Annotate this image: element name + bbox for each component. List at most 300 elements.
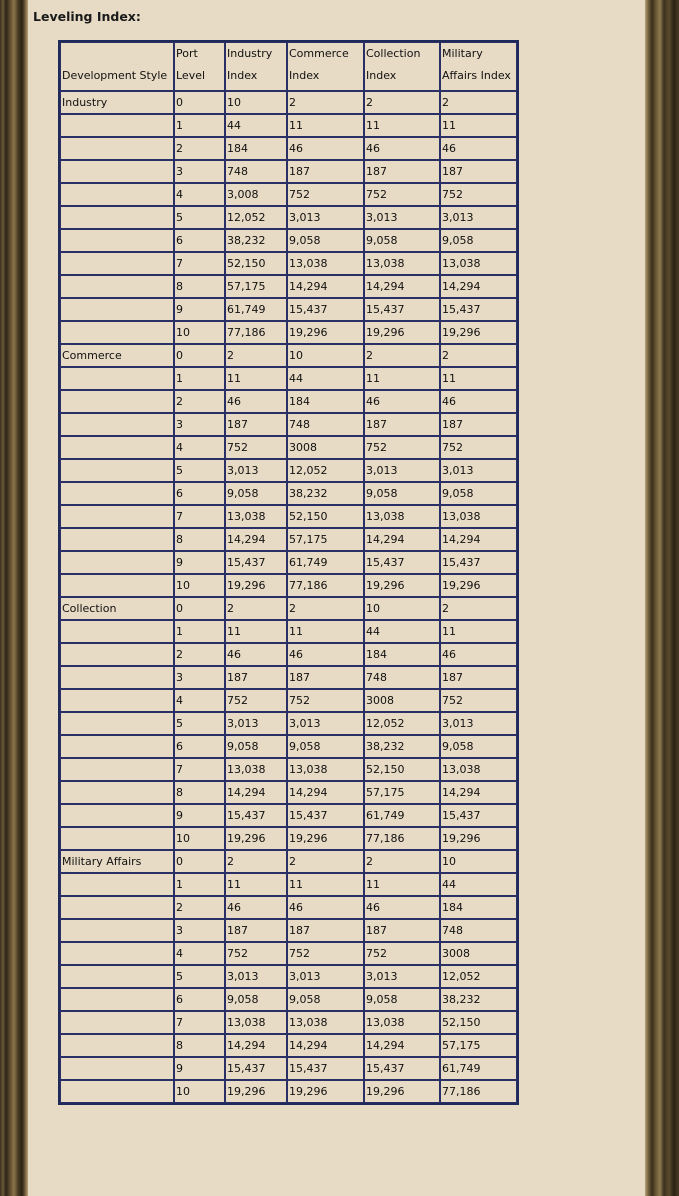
table-row (60, 919, 517, 942)
table-row (60, 1011, 517, 1034)
header-collection-index: Collection Index (364, 42, 440, 91)
cell-collection-index: 2 (364, 344, 440, 367)
cell-commerce-index: 187 (287, 919, 364, 942)
table-row (60, 1034, 517, 1057)
table-row (60, 114, 517, 137)
cell-port-level: 3 (174, 666, 225, 689)
cell-port-level: 0 (174, 850, 225, 873)
cell-industry-index: 9,058 (225, 988, 287, 1011)
section-title: Leveling Index: (33, 9, 141, 24)
cell-military-affairs-index: 3,013 (440, 206, 517, 229)
table-row (60, 666, 517, 689)
cell-port-level: 9 (174, 804, 225, 827)
cell-development-style (60, 666, 174, 689)
cell-military-affairs-index: 46 (440, 643, 517, 666)
cell-industry-index: 2 (225, 850, 287, 873)
cell-development-style: Industry (60, 91, 174, 114)
cell-military-affairs-index: 752 (440, 689, 517, 712)
cell-port-level: 9 (174, 298, 225, 321)
cell-collection-index: 14,294 (364, 275, 440, 298)
left-frame-border (0, 0, 28, 1196)
table-row (60, 413, 517, 436)
cell-industry-index: 9,058 (225, 482, 287, 505)
cell-port-level: 5 (174, 206, 225, 229)
cell-military-affairs-index: 3008 (440, 942, 517, 965)
cell-collection-index: 15,437 (364, 298, 440, 321)
cell-industry-index: 13,038 (225, 758, 287, 781)
cell-development-style (60, 1057, 174, 1080)
cell-collection-index: 13,038 (364, 505, 440, 528)
cell-military-affairs-index: 15,437 (440, 551, 517, 574)
cell-collection-index: 9,058 (364, 229, 440, 252)
cell-military-affairs-index: 11 (440, 114, 517, 137)
table-header-row (60, 42, 517, 91)
cell-development-style (60, 114, 174, 137)
cell-military-affairs-index: 11 (440, 367, 517, 390)
table-row (60, 643, 517, 666)
cell-military-affairs-index: 748 (440, 919, 517, 942)
cell-industry-index: 11 (225, 873, 287, 896)
header-port-level: Port Level (174, 42, 225, 91)
cell-commerce-index: 19,296 (287, 1080, 364, 1103)
cell-commerce-index: 3,013 (287, 712, 364, 735)
table-row (60, 344, 517, 367)
cell-development-style (60, 827, 174, 850)
cell-commerce-index: 9,058 (287, 735, 364, 758)
cell-development-style (60, 505, 174, 528)
cell-port-level: 6 (174, 735, 225, 758)
right-frame-border (645, 0, 679, 1196)
cell-development-style (60, 873, 174, 896)
cell-port-level: 1 (174, 873, 225, 896)
cell-commerce-index: 9,058 (287, 229, 364, 252)
cell-military-affairs-index: 15,437 (440, 298, 517, 321)
cell-development-style (60, 206, 174, 229)
cell-industry-index: 3,013 (225, 965, 287, 988)
cell-military-affairs-index: 14,294 (440, 275, 517, 298)
cell-military-affairs-index: 52,150 (440, 1011, 517, 1034)
cell-collection-index: 77,186 (364, 827, 440, 850)
cell-military-affairs-index: 13,038 (440, 505, 517, 528)
table-row (60, 689, 517, 712)
cell-commerce-index: 10 (287, 344, 364, 367)
cell-commerce-index: 15,437 (287, 1057, 364, 1080)
cell-commerce-index: 3,013 (287, 206, 364, 229)
cell-collection-index: 15,437 (364, 551, 440, 574)
cell-commerce-index: 9,058 (287, 988, 364, 1011)
cell-development-style (60, 620, 174, 643)
cell-military-affairs-index: 57,175 (440, 1034, 517, 1057)
cell-collection-index: 752 (364, 436, 440, 459)
cell-commerce-index: 752 (287, 942, 364, 965)
cell-commerce-index: 38,232 (287, 482, 364, 505)
cell-military-affairs-index: 14,294 (440, 781, 517, 804)
cell-port-level: 10 (174, 574, 225, 597)
cell-military-affairs-index: 752 (440, 436, 517, 459)
cell-port-level: 9 (174, 551, 225, 574)
cell-commerce-index: 13,038 (287, 252, 364, 275)
cell-commerce-index: 46 (287, 643, 364, 666)
table-row (60, 597, 517, 620)
cell-port-level: 5 (174, 459, 225, 482)
cell-port-level: 4 (174, 689, 225, 712)
table-row (60, 1080, 517, 1103)
cell-collection-index: 748 (364, 666, 440, 689)
cell-development-style (60, 1011, 174, 1034)
cell-port-level: 1 (174, 114, 225, 137)
cell-industry-index: 11 (225, 620, 287, 643)
cell-industry-index: 752 (225, 689, 287, 712)
cell-commerce-index: 12,052 (287, 459, 364, 482)
cell-port-level: 4 (174, 436, 225, 459)
cell-port-level: 0 (174, 597, 225, 620)
cell-development-style (60, 804, 174, 827)
cell-port-level: 2 (174, 390, 225, 413)
cell-development-style (60, 298, 174, 321)
cell-industry-index: 752 (225, 436, 287, 459)
cell-port-level: 9 (174, 1057, 225, 1080)
cell-industry-index: 19,296 (225, 827, 287, 850)
cell-collection-index: 9,058 (364, 482, 440, 505)
cell-collection-index: 57,175 (364, 781, 440, 804)
cell-military-affairs-index: 77,186 (440, 1080, 517, 1103)
cell-military-affairs-index: 9,058 (440, 229, 517, 252)
cell-collection-index: 13,038 (364, 252, 440, 275)
cell-port-level: 6 (174, 988, 225, 1011)
cell-industry-index: 57,175 (225, 275, 287, 298)
cell-collection-index: 11 (364, 114, 440, 137)
cell-port-level: 2 (174, 896, 225, 919)
cell-commerce-index: 44 (287, 367, 364, 390)
cell-commerce-index: 184 (287, 390, 364, 413)
cell-development-style (60, 758, 174, 781)
table-row (60, 735, 517, 758)
cell-port-level: 4 (174, 183, 225, 206)
leveling-index-table (58, 40, 519, 1105)
cell-military-affairs-index: 2 (440, 344, 517, 367)
cell-port-level: 2 (174, 643, 225, 666)
header-military-affairs-index: Military Affairs Index (440, 42, 517, 91)
table-row (60, 804, 517, 827)
cell-industry-index: 184 (225, 137, 287, 160)
cell-military-affairs-index: 2 (440, 597, 517, 620)
table-row (60, 551, 517, 574)
cell-collection-index: 2 (364, 91, 440, 114)
cell-industry-index: 13,038 (225, 1011, 287, 1034)
table-row (60, 712, 517, 735)
cell-military-affairs-index: 9,058 (440, 735, 517, 758)
cell-collection-index: 11 (364, 873, 440, 896)
cell-military-affairs-index: 15,437 (440, 804, 517, 827)
cell-commerce-index: 57,175 (287, 528, 364, 551)
cell-commerce-index: 752 (287, 689, 364, 712)
table-row (60, 390, 517, 413)
cell-industry-index: 11 (225, 367, 287, 390)
table-row (60, 896, 517, 919)
table-row (60, 758, 517, 781)
cell-port-level: 6 (174, 482, 225, 505)
cell-port-level: 0 (174, 91, 225, 114)
cell-military-affairs-index: 19,296 (440, 321, 517, 344)
cell-industry-index: 12,052 (225, 206, 287, 229)
cell-industry-index: 752 (225, 942, 287, 965)
cell-development-style (60, 160, 174, 183)
cell-collection-index: 14,294 (364, 1034, 440, 1057)
cell-development-style (60, 735, 174, 758)
table-row (60, 965, 517, 988)
cell-industry-index: 14,294 (225, 1034, 287, 1057)
table-row (60, 252, 517, 275)
cell-development-style (60, 689, 174, 712)
cell-collection-index: 15,437 (364, 1057, 440, 1080)
cell-commerce-index: 13,038 (287, 758, 364, 781)
cell-port-level: 2 (174, 137, 225, 160)
table-row (60, 827, 517, 850)
cell-development-style (60, 321, 174, 344)
cell-development-style (60, 367, 174, 390)
header-commerce-index: Commerce Index (287, 42, 364, 91)
cell-industry-index: 15,437 (225, 804, 287, 827)
cell-collection-index: 19,296 (364, 1080, 440, 1103)
table-row (60, 528, 517, 551)
cell-industry-index: 187 (225, 919, 287, 942)
cell-industry-index: 3,008 (225, 183, 287, 206)
cell-collection-index: 46 (364, 896, 440, 919)
cell-industry-index: 52,150 (225, 252, 287, 275)
cell-port-level: 3 (174, 919, 225, 942)
cell-port-level: 7 (174, 758, 225, 781)
cell-development-style (60, 574, 174, 597)
cell-development-style (60, 137, 174, 160)
cell-industry-index: 38,232 (225, 229, 287, 252)
cell-collection-index: 187 (364, 919, 440, 942)
table-row (60, 160, 517, 183)
header-development-style: Development Style (60, 42, 174, 91)
cell-collection-index: 12,052 (364, 712, 440, 735)
cell-collection-index: 184 (364, 643, 440, 666)
cell-commerce-index: 14,294 (287, 1034, 364, 1057)
cell-port-level: 10 (174, 1080, 225, 1103)
cell-commerce-index: 15,437 (287, 298, 364, 321)
cell-military-affairs-index: 184 (440, 896, 517, 919)
cell-port-level: 8 (174, 1034, 225, 1057)
cell-development-style (60, 229, 174, 252)
cell-military-affairs-index: 13,038 (440, 758, 517, 781)
cell-commerce-index: 14,294 (287, 275, 364, 298)
cell-commerce-index: 2 (287, 597, 364, 620)
cell-industry-index: 44 (225, 114, 287, 137)
cell-commerce-index: 187 (287, 160, 364, 183)
cell-port-level: 1 (174, 620, 225, 643)
cell-development-style: Commerce (60, 344, 174, 367)
cell-port-level: 5 (174, 712, 225, 735)
cell-development-style (60, 459, 174, 482)
cell-collection-index: 752 (364, 183, 440, 206)
cell-industry-index: 187 (225, 666, 287, 689)
cell-industry-index: 19,296 (225, 1080, 287, 1103)
table-row (60, 321, 517, 344)
cell-development-style (60, 781, 174, 804)
cell-collection-index: 3,013 (364, 206, 440, 229)
table-body (60, 91, 517, 1103)
cell-military-affairs-index: 187 (440, 160, 517, 183)
cell-commerce-index: 52,150 (287, 505, 364, 528)
cell-military-affairs-index: 46 (440, 137, 517, 160)
cell-development-style (60, 1080, 174, 1103)
cell-development-style (60, 183, 174, 206)
table-row (60, 574, 517, 597)
table-row (60, 942, 517, 965)
cell-development-style (60, 275, 174, 298)
cell-collection-index: 38,232 (364, 735, 440, 758)
cell-collection-index: 44 (364, 620, 440, 643)
cell-collection-index: 3008 (364, 689, 440, 712)
cell-commerce-index: 2 (287, 91, 364, 114)
content-panel (28, 0, 645, 1196)
cell-development-style: Collection (60, 597, 174, 620)
cell-military-affairs-index: 12,052 (440, 965, 517, 988)
cell-development-style (60, 965, 174, 988)
cell-military-affairs-index: 752 (440, 183, 517, 206)
cell-industry-index: 61,749 (225, 298, 287, 321)
cell-port-level: 3 (174, 160, 225, 183)
cell-commerce-index: 13,038 (287, 1011, 364, 1034)
table-row (60, 505, 517, 528)
cell-military-affairs-index: 2 (440, 91, 517, 114)
table-row (60, 459, 517, 482)
cell-commerce-index: 748 (287, 413, 364, 436)
cell-commerce-index: 61,749 (287, 551, 364, 574)
cell-industry-index: 14,294 (225, 528, 287, 551)
cell-development-style (60, 413, 174, 436)
cell-commerce-index: 3008 (287, 436, 364, 459)
cell-commerce-index: 11 (287, 873, 364, 896)
cell-military-affairs-index: 19,296 (440, 574, 517, 597)
cell-port-level: 0 (174, 344, 225, 367)
cell-military-affairs-index: 13,038 (440, 252, 517, 275)
cell-development-style (60, 390, 174, 413)
cell-collection-index: 61,749 (364, 804, 440, 827)
table-row (60, 91, 517, 114)
cell-military-affairs-index: 38,232 (440, 988, 517, 1011)
cell-port-level: 6 (174, 229, 225, 252)
cell-military-affairs-index: 14,294 (440, 528, 517, 551)
cell-development-style: Military Affairs (60, 850, 174, 873)
cell-development-style (60, 436, 174, 459)
cell-collection-index: 14,294 (364, 528, 440, 551)
cell-industry-index: 3,013 (225, 459, 287, 482)
table-row (60, 206, 517, 229)
cell-industry-index: 187 (225, 413, 287, 436)
cell-military-affairs-index: 19,296 (440, 827, 517, 850)
cell-industry-index: 46 (225, 896, 287, 919)
table-row (60, 137, 517, 160)
cell-development-style (60, 896, 174, 919)
table-row (60, 620, 517, 643)
cell-development-style (60, 988, 174, 1011)
table-row (60, 298, 517, 321)
cell-military-affairs-index: 9,058 (440, 482, 517, 505)
cell-port-level: 7 (174, 505, 225, 528)
cell-port-level: 10 (174, 827, 225, 850)
cell-commerce-index: 46 (287, 137, 364, 160)
cell-collection-index: 2 (364, 850, 440, 873)
cell-collection-index: 46 (364, 390, 440, 413)
cell-collection-index: 3,013 (364, 459, 440, 482)
cell-industry-index: 2 (225, 597, 287, 620)
cell-commerce-index: 2 (287, 850, 364, 873)
cell-commerce-index: 11 (287, 114, 364, 137)
cell-industry-index: 2 (225, 344, 287, 367)
cell-commerce-index: 19,296 (287, 827, 364, 850)
cell-collection-index: 13,038 (364, 1011, 440, 1034)
cell-collection-index: 9,058 (364, 988, 440, 1011)
cell-industry-index: 3,013 (225, 712, 287, 735)
cell-military-affairs-index: 3,013 (440, 712, 517, 735)
table-row (60, 436, 517, 459)
cell-military-affairs-index: 61,749 (440, 1057, 517, 1080)
cell-industry-index: 19,296 (225, 574, 287, 597)
cell-port-level: 7 (174, 1011, 225, 1034)
cell-development-style (60, 1034, 174, 1057)
table-row (60, 781, 517, 804)
cell-collection-index: 19,296 (364, 321, 440, 344)
table-row (60, 988, 517, 1011)
cell-military-affairs-index: 46 (440, 390, 517, 413)
cell-port-level: 3 (174, 413, 225, 436)
cell-industry-index: 46 (225, 390, 287, 413)
cell-industry-index: 10 (225, 91, 287, 114)
cell-military-affairs-index: 44 (440, 873, 517, 896)
cell-development-style (60, 551, 174, 574)
cell-development-style (60, 942, 174, 965)
cell-military-affairs-index: 3,013 (440, 459, 517, 482)
cell-commerce-index: 11 (287, 620, 364, 643)
cell-military-affairs-index: 187 (440, 666, 517, 689)
cell-port-level: 7 (174, 252, 225, 275)
table-row (60, 850, 517, 873)
table-row (60, 873, 517, 896)
cell-industry-index: 13,038 (225, 505, 287, 528)
table-row (60, 482, 517, 505)
cell-collection-index: 19,296 (364, 574, 440, 597)
cell-commerce-index: 3,013 (287, 965, 364, 988)
cell-military-affairs-index: 10 (440, 850, 517, 873)
cell-industry-index: 77,186 (225, 321, 287, 344)
table-row (60, 229, 517, 252)
cell-port-level: 4 (174, 942, 225, 965)
cell-collection-index: 187 (364, 413, 440, 436)
cell-development-style (60, 643, 174, 666)
cell-port-level: 8 (174, 275, 225, 298)
cell-development-style (60, 528, 174, 551)
cell-military-affairs-index: 187 (440, 413, 517, 436)
cell-port-level: 8 (174, 781, 225, 804)
cell-industry-index: 9,058 (225, 735, 287, 758)
cell-collection-index: 52,150 (364, 758, 440, 781)
table-row (60, 367, 517, 390)
cell-industry-index: 46 (225, 643, 287, 666)
cell-collection-index: 3,013 (364, 965, 440, 988)
cell-port-level: 5 (174, 965, 225, 988)
cell-port-level: 10 (174, 321, 225, 344)
cell-industry-index: 748 (225, 160, 287, 183)
cell-collection-index: 11 (364, 367, 440, 390)
table-row (60, 1057, 517, 1080)
cell-collection-index: 752 (364, 942, 440, 965)
table-row (60, 183, 517, 206)
cell-collection-index: 187 (364, 160, 440, 183)
